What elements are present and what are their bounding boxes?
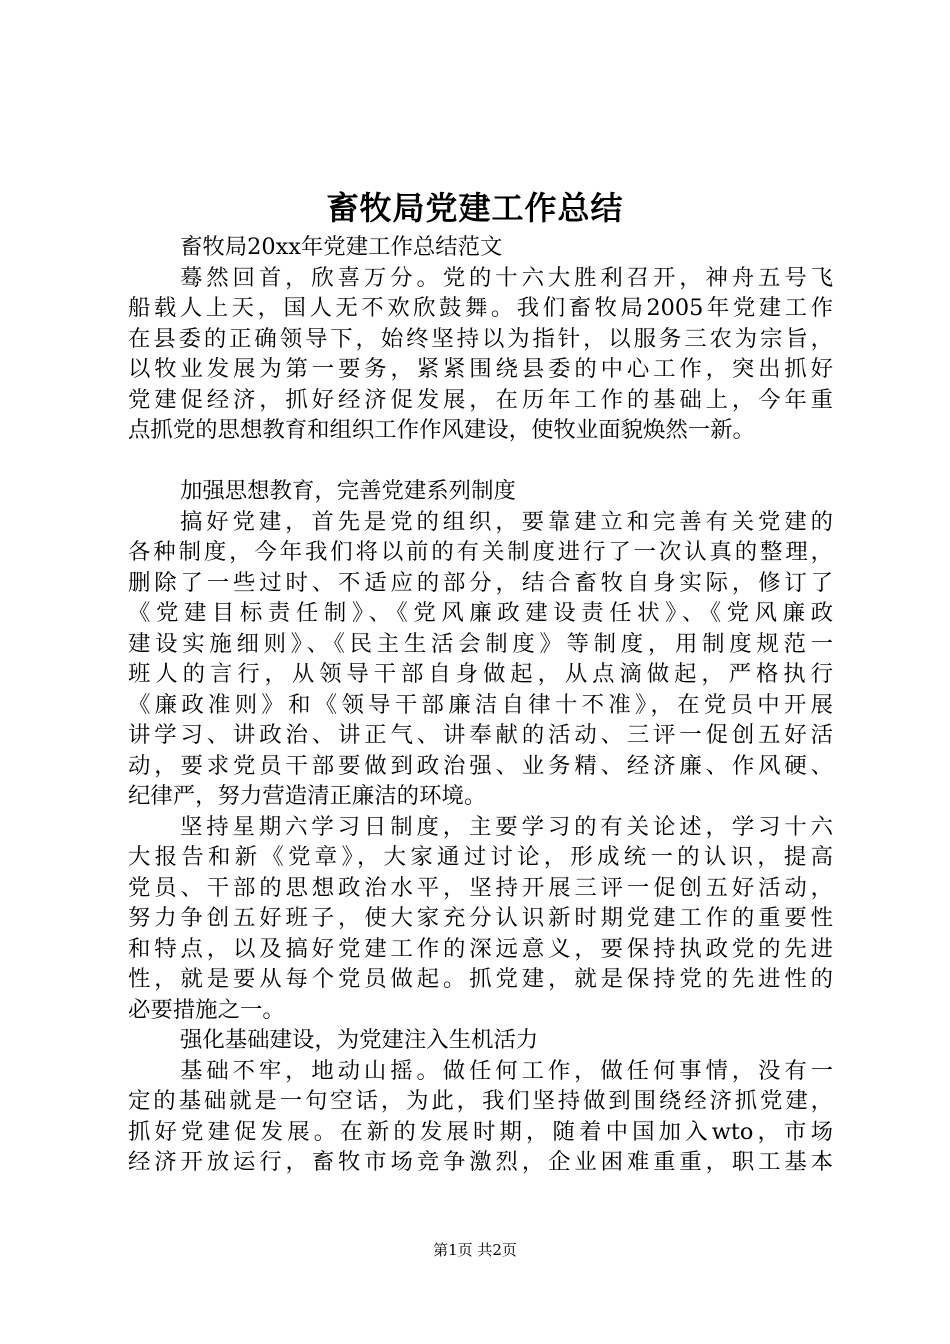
page-footer: 第1页 共2页	[433, 1241, 517, 1259]
text-line: 搞好党建，首先是党的组织，要靠建立和完善有关党建的	[180, 508, 833, 535]
text-line: 抓好党建促发展。在新的发展时期，随着中国加入wto，市场	[128, 1118, 833, 1145]
blank-line	[128, 446, 833, 477]
text-line: 党员、干部的思想政治水平，坚持开展三评一促创五好活动，	[128, 874, 833, 901]
text-line: 建设实施细则》、《民主生活会制度》等制度，用制度规范一	[128, 630, 833, 657]
text-line: 点抓党的思想教育和组织工作作风建设，使牧业面貌焕然一新。	[128, 417, 755, 443]
text-line: 性，就是要从每个党员做起。抓党建，就是保持党的先进性的	[128, 966, 833, 992]
text-line: 坚持星期六学习日制度，主要学习的有关论述，学习十六	[180, 813, 833, 840]
text-line: 大报告和新《党章》，大家通过讨论，形成统一的认识，提高	[128, 844, 833, 870]
text-line: 班人的言行，从领导干部自身做起，从点滴做起，严格执行	[128, 661, 833, 687]
section-heading: 加强思想教育，完善党建系列制度	[180, 478, 516, 504]
section-heading: 强化基础建设，为党建注入生机活力	[180, 1027, 539, 1053]
text-line: 在县委的正确领导下，始终坚持以为指针，以服务三农为宗旨，	[128, 325, 833, 352]
text-line: 和特点，以及搞好党建工作的深远意义，要保持执政党的先进	[128, 935, 833, 962]
text-line: 经济开放运行，畜牧市场竞争激烈，企业困难重重，职工基本	[128, 1149, 833, 1175]
text-line: 努力争创五好班子，使大家充分认识新时期党建工作的重要性	[128, 905, 833, 931]
text-line: 《廉政准则》和《领导干部廉洁自律十不准》，在党员中开展	[128, 691, 833, 718]
text-line: 各种制度，今年我们将以前的有关制度进行了一次认真的整理，	[128, 539, 833, 565]
text-line: 动，要求党员干部要做到政治强、业务精、经济廉、作风硬、	[128, 752, 833, 779]
text-line: 必要措施之一。	[128, 996, 285, 1023]
text-line: 讲学习、讲政治、讲正气、讲奉献的活动、三评一促创五好活	[128, 722, 833, 748]
section-heading: 畜牧局20xx年党建工作总结范文	[180, 234, 503, 260]
body-text	[128, 232, 833, 1178]
text-line: 《党建目标责任制》、《党风廉政建设责任状》、《党风廉政	[128, 600, 833, 626]
text-line: 以牧业发展为第一要务，紧紧围绕县委的中心工作，突出抓好	[128, 356, 833, 382]
text-line: 基础不牢，地动山摇。做任何工作，做任何事情，没有一	[180, 1057, 833, 1084]
text-line: 定的基础就是一句空话，为此，我们坚持做到围绕经济抓党建，	[128, 1088, 833, 1114]
text-line: 党建促经济，抓好经济促发展，在历年工作的基础上，今年重	[128, 386, 833, 413]
text-line: 删除了一些过时、不适应的部分，结合畜牧自身实际，修订了	[128, 569, 833, 596]
text-line: 船载人上天，国人无不欢欣鼓舞。我们畜牧局2005年党建工作	[128, 295, 833, 321]
text-line: 纪律严，努力营造清正廉洁的环境。	[128, 783, 487, 809]
text-line: 蓦然回首，欣喜万分。党的十六大胜利召开，神舟五号飞	[180, 264, 833, 291]
page-title: 畜牧局党建工作总结	[326, 189, 624, 227]
